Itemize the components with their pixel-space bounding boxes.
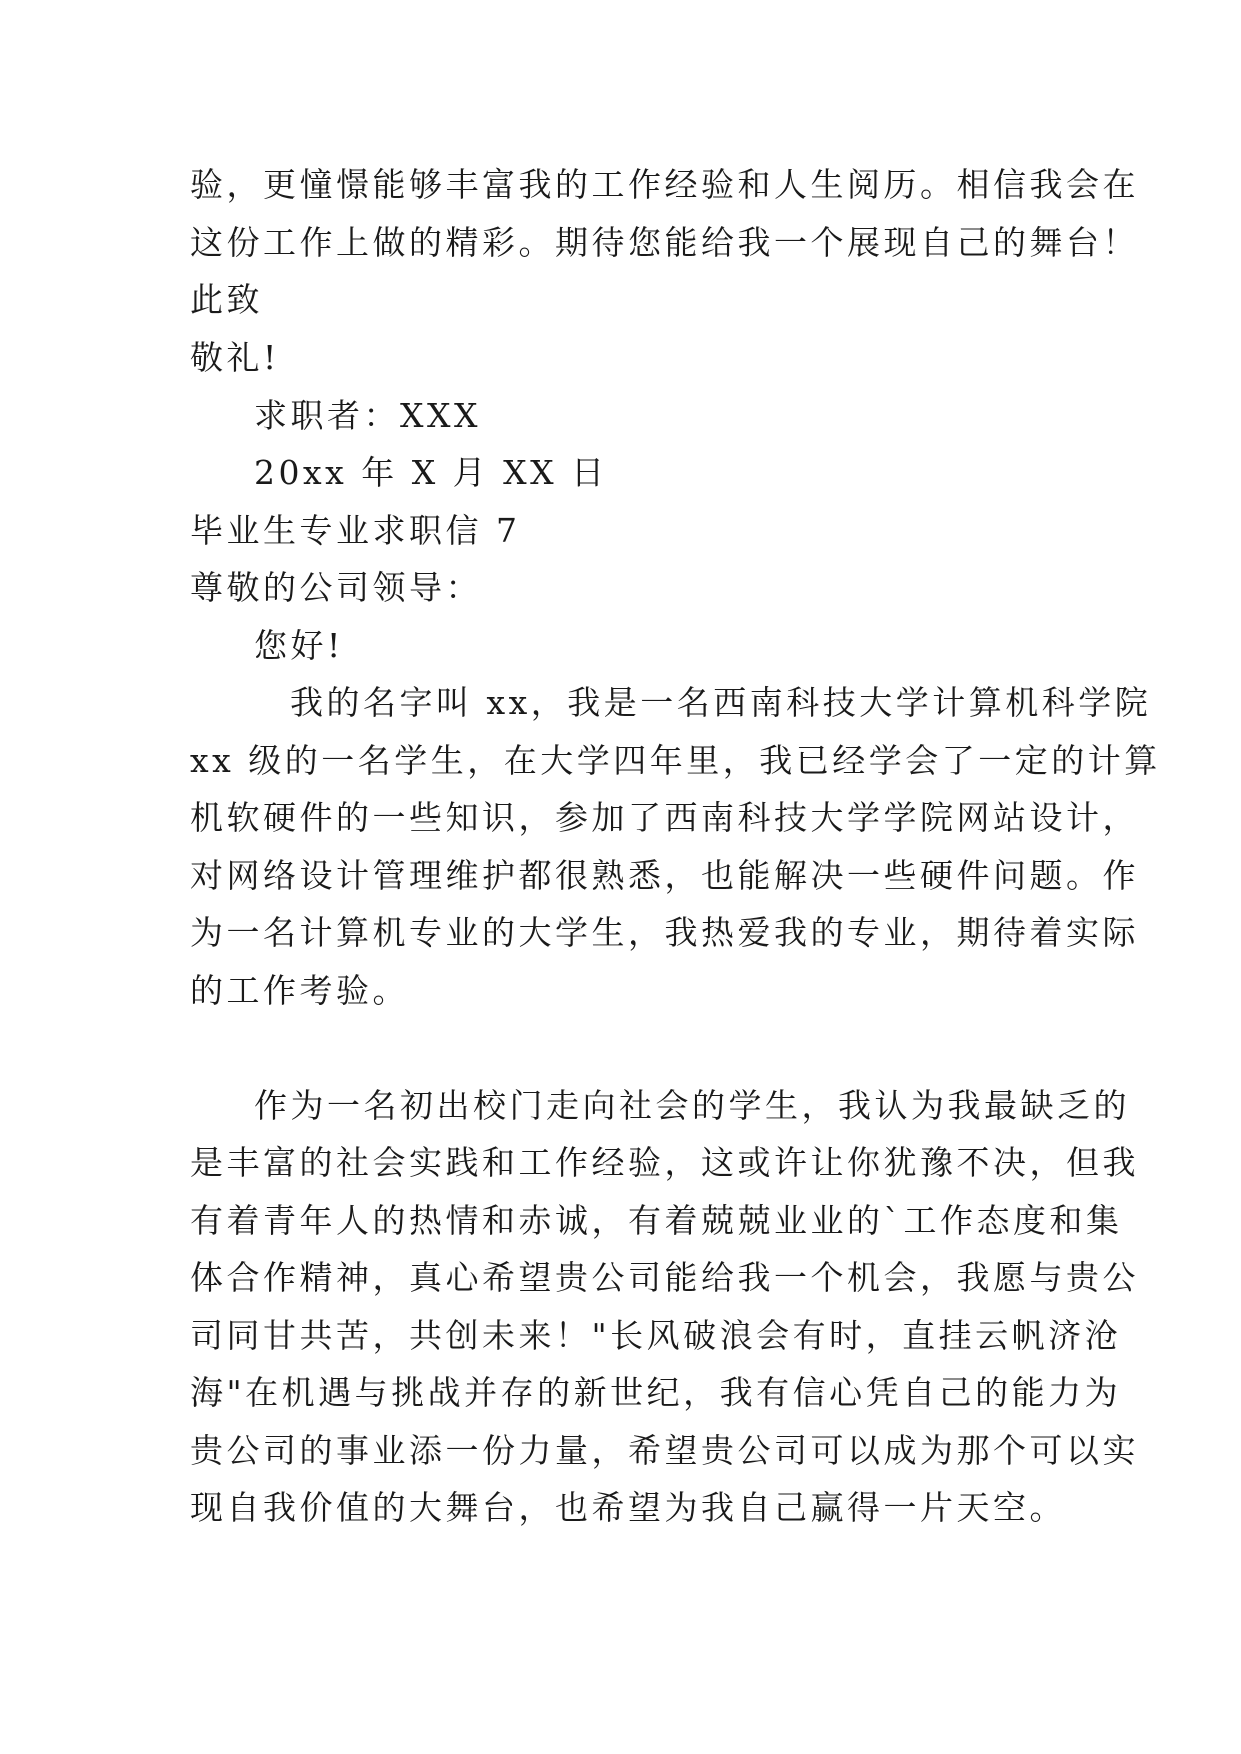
greeting: 您好!: [254, 626, 344, 665]
section-title: 毕业生专业求职信 7: [190, 511, 521, 550]
closing-salute: 敬礼!: [190, 338, 280, 377]
paragraph-line: 我的名字叫 xx，我是一名西南科技大学计算机科学院: [290, 683, 1152, 722]
closing-line: 此致: [190, 280, 263, 319]
paragraph-line: 体合作精神，真心希望贵公司能给我一个机会，我愿与贵公: [190, 1258, 1139, 1297]
date: 20xx 年 X 月 XX 日: [254, 453, 608, 492]
body-text-line: 这份工作上做的精彩。期待您能给我一个展现自己的舞台！: [190, 223, 1139, 262]
signer: 求职者：XXX: [254, 396, 481, 435]
paragraph-line: 有着青年人的热情和赤诚，有着兢兢业业的`工作态度和集: [190, 1201, 1123, 1240]
paragraph-line: xx 级的一名学生，在大学四年里，我已经学会了一定的计算: [190, 741, 1161, 780]
paragraph-line: 司同甘共苦，共创未来！"长风破浪会有时，直挂云帆济沧: [190, 1316, 1122, 1355]
paragraph-line: 海"在机遇与挑战并存的新世纪，我有信心凭自己的能力为: [190, 1373, 1122, 1412]
paragraph-line: 是丰富的社会实践和工作经验，这或许让你犹豫不决，但我: [190, 1143, 1139, 1182]
paragraph-line: 的工作考验。: [190, 971, 409, 1010]
paragraph-line: 对网络设计管理维护都很熟悉，也能解决一些硬件问题。作: [190, 856, 1139, 895]
body-text-line: 验，更憧憬能够丰富我的工作经验和人生阅历。相信我会在: [190, 165, 1139, 204]
salutation: 尊敬的公司领导：: [190, 568, 482, 607]
paragraph-line: 现自我价值的大舞台，也希望为我自己赢得一片天空。: [190, 1488, 1066, 1527]
paragraph-line: 机软硬件的一些知识，参加了西南科技大学学院网站设计，: [190, 798, 1139, 837]
paragraph-line: 贵公司的事业添一份力量，希望贵公司可以成为那个可以实: [190, 1431, 1139, 1470]
paragraph-line: 作为一名初出校门走向社会的学生，我认为我最缺乏的: [254, 1086, 1130, 1125]
paragraph-line: 为一名计算机专业的大学生，我热爱我的专业，期待着实际: [190, 913, 1139, 952]
